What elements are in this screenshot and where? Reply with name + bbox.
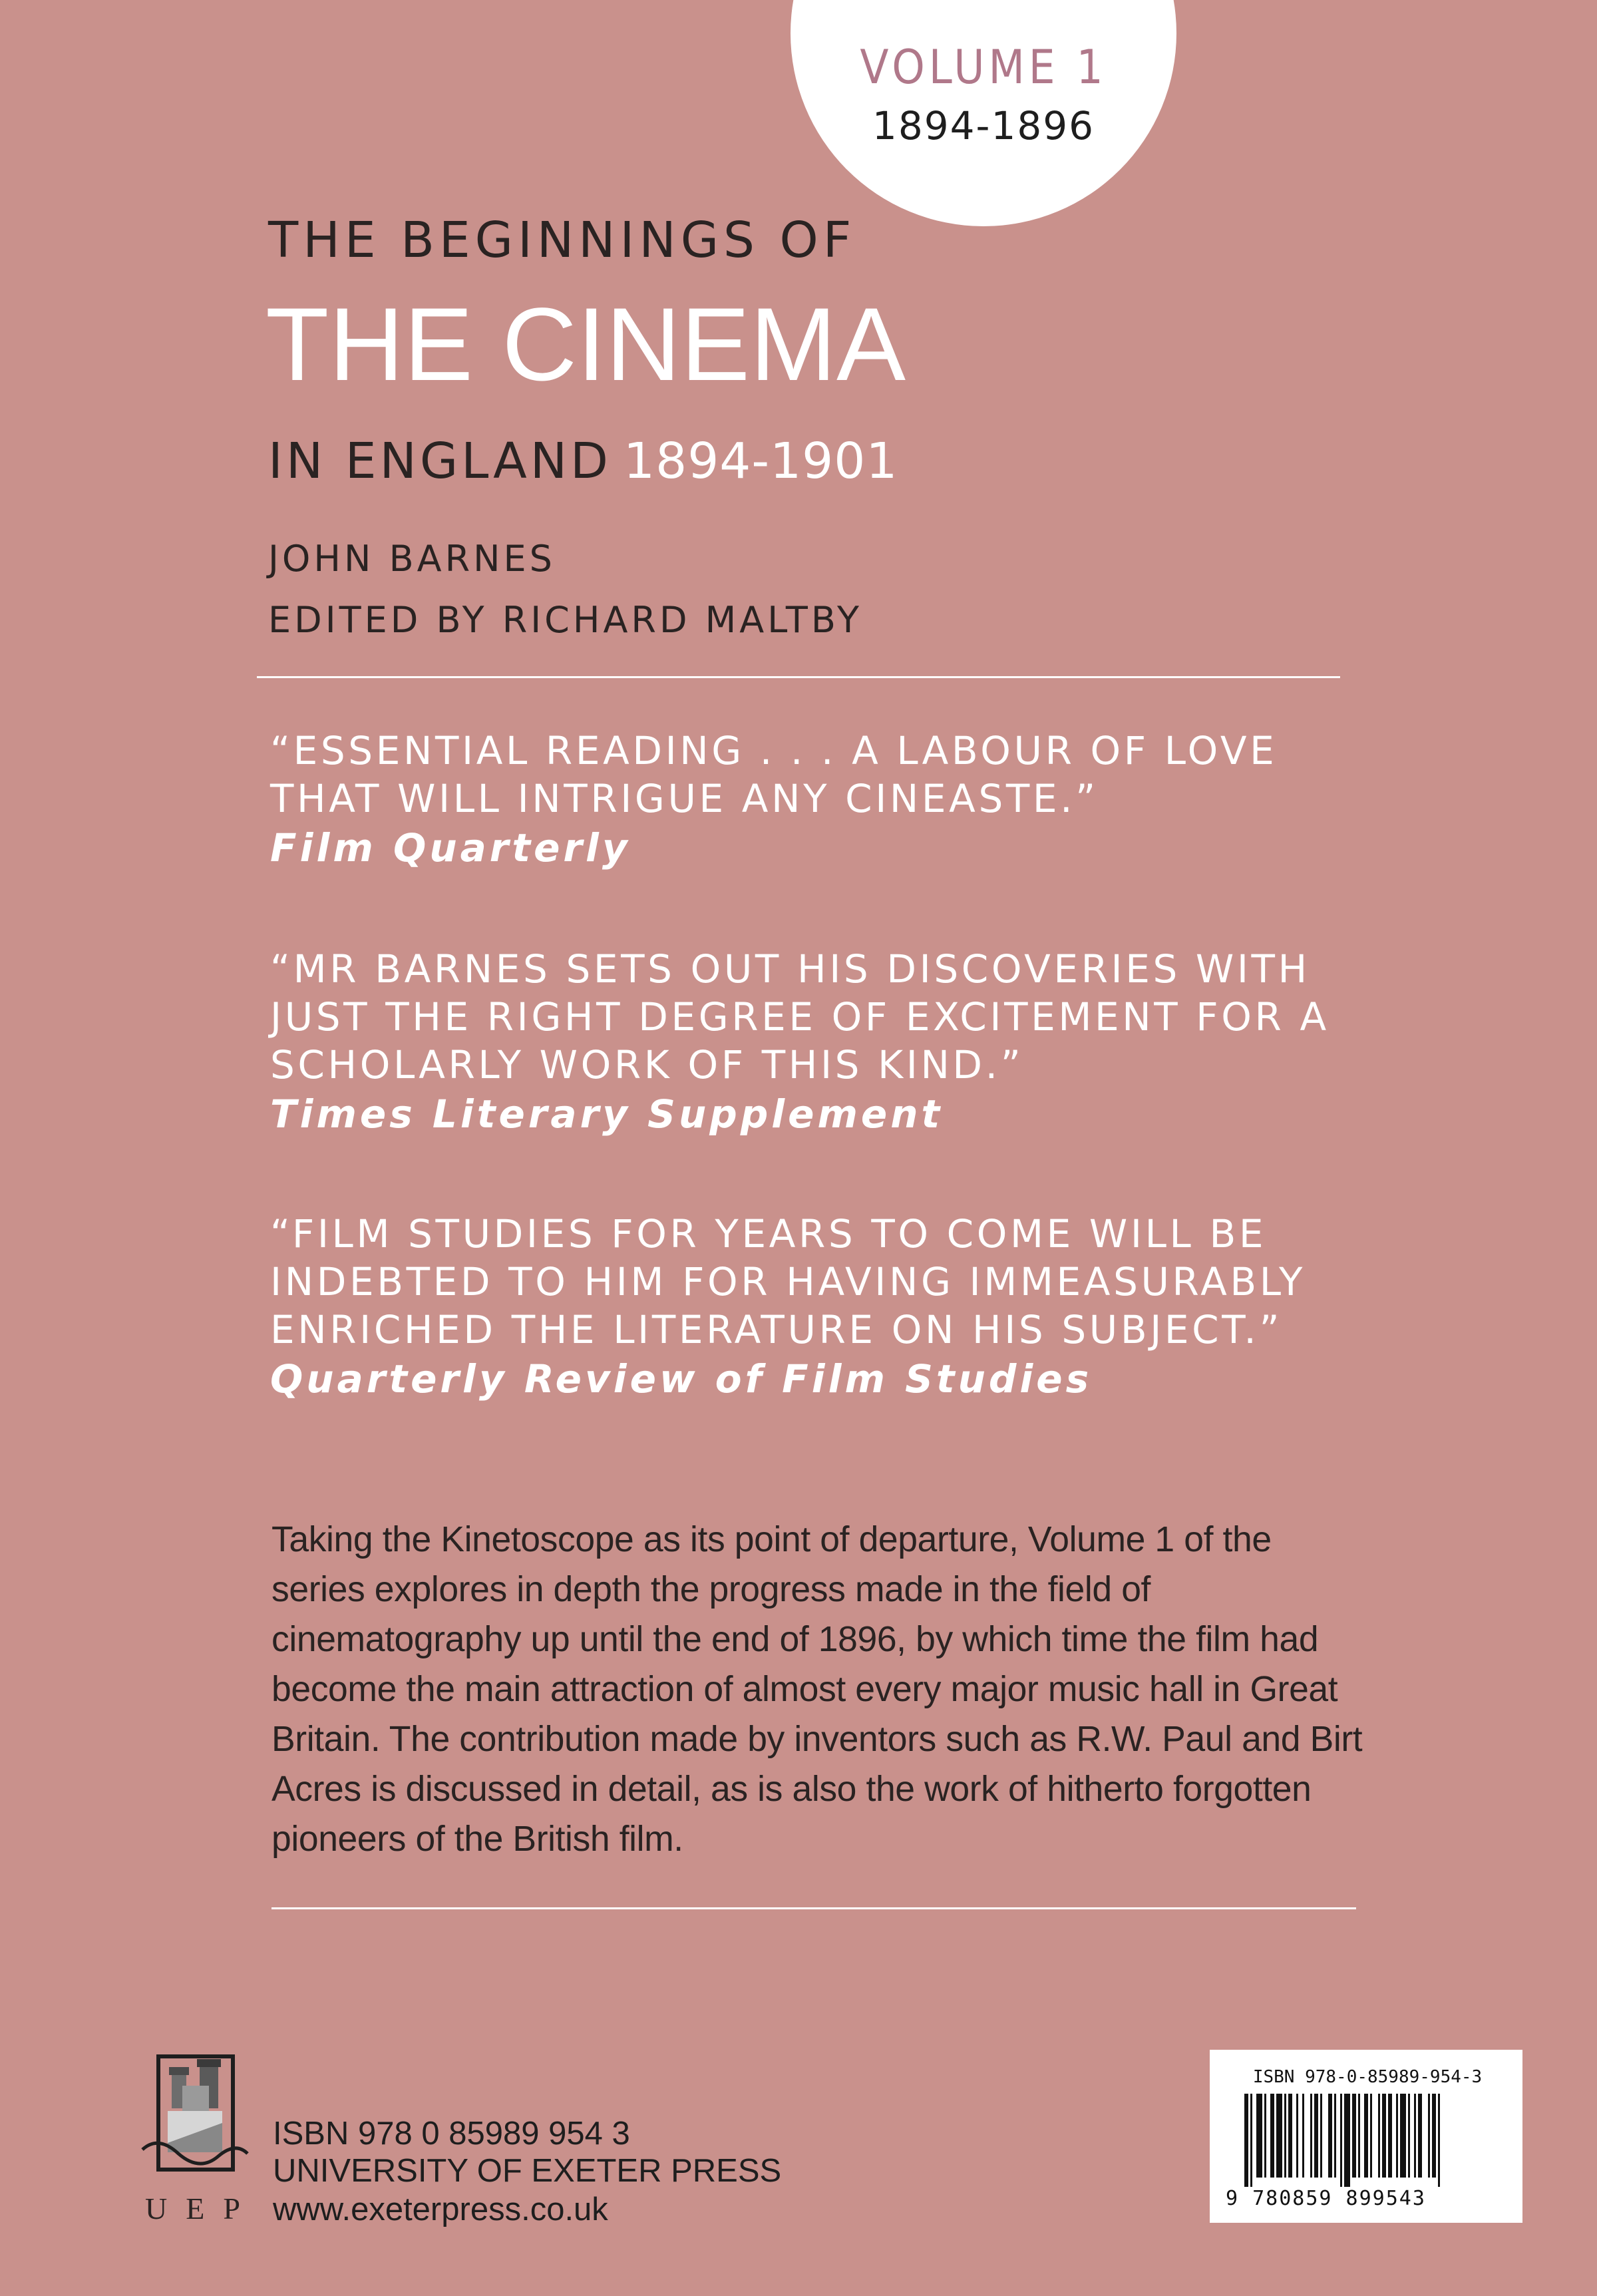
barcode-bar: [1414, 2094, 1416, 2178]
barcode-isbn: ISBN 978-0-85989-954-3: [1252, 2067, 1483, 2087]
quote-text: “ESSENTIAL READING . . . A LABOUR OF LOVE THAT WILL INTRIGUE ANY CINEASTE.”: [270, 728, 1278, 821]
volume-label: VOLUME 1: [860, 40, 1107, 95]
barcode-bar: [1250, 2094, 1252, 2187]
barcode-bar: [1276, 2094, 1282, 2178]
barcode-bar: [1408, 2094, 1410, 2178]
barcode-bar: [1388, 2094, 1392, 2178]
barcode-bar: [1244, 2094, 1248, 2187]
castle-logo-icon: [138, 2050, 252, 2183]
title-suffix-text: IN ENGLAND: [268, 433, 612, 490]
quote-source: Quarterly Review of Film Studies: [270, 1356, 1093, 1402]
publisher-isbn: ISBN 978 0 85989 954 3: [273, 2116, 630, 2152]
barcode-bar: [1256, 2094, 1262, 2178]
barcode-bar: [1438, 2094, 1440, 2187]
barcode-bar: [1288, 2094, 1292, 2178]
barcode-bar: [1370, 2094, 1372, 2178]
volume-years: 1894-1896: [872, 103, 1095, 148]
barcode-bar: [1334, 2094, 1336, 2178]
editor: EDITED BY RICHARD MALTBY: [268, 599, 862, 641]
book-title: THE CINEMA: [266, 287, 906, 403]
review-quote: [270, 945, 1401, 1138]
review-quote: [270, 727, 1401, 872]
barcode-bar: [1378, 2094, 1380, 2178]
barcode-bar: [1352, 2094, 1356, 2178]
barcode-bars: [1242, 2094, 1508, 2187]
barcode-bar: [1428, 2094, 1430, 2178]
barcode-bar: [1432, 2094, 1436, 2178]
quote-text: “FILM STUDIES FOR YEARS TO COME WILL BE INDEBTED TO HIM FOR HAVING IMMEASURABLY ENRICHED THE LITERATURE ON HIS SUBJECT.”: [270, 1211, 1306, 1352]
barcode-bar: [1340, 2094, 1342, 2187]
barcode-bar: [1320, 2094, 1322, 2178]
barcode-icon: [1242, 2094, 1508, 2190]
title-prefix: THE BEGINNINGS OF: [268, 212, 856, 269]
barcode-bar: [1400, 2094, 1406, 2178]
barcode-bar: [1328, 2094, 1332, 2178]
divider-top: [257, 676, 1340, 678]
barcode-bar: [1310, 2094, 1312, 2178]
author: JOHN BARNES: [268, 538, 556, 580]
title-suffix: [268, 433, 898, 490]
publisher-website[interactable]: www.exeterpress.co.uk: [273, 2192, 608, 2227]
barcode-bar: [1344, 2094, 1350, 2187]
barcode-bar: [1418, 2094, 1422, 2178]
book-blurb: Taking the Kinetoscope as its point of departure, Volume 1 of the series explores in depth the progress made in the field of cinematography up until the end of 1896, by which time the film had become the main attraction of almost every major music hall in Great Britain. The contribution made by inventors such as R.W. Paul and Birt Acres is discussed in detail, as is also the work of hitherto forgotten pioneers of the British film.: [271, 1520, 1363, 1859]
barcode-bar: [1296, 2094, 1298, 2178]
barcode-bar: [1396, 2094, 1398, 2178]
barcode-bar: [1284, 2094, 1286, 2178]
quote-source: Film Quarterly: [270, 825, 631, 870]
barcode-bar: [1302, 2094, 1304, 2178]
barcode-digits: 9 780859 899543: [1226, 2187, 1426, 2210]
barcode-bar: [1270, 2094, 1274, 2178]
quote-source: Times Literary Supplement: [270, 1091, 944, 1137]
quote-text: “MR BARNES SETS OUT HIS DISCOVERIES WITH JUST THE RIGHT DEGREE OF EXCITEMENT FOR A SCHOLARLY WORK OF THIS KIND.”: [270, 946, 1330, 1087]
barcode-bar: [1382, 2094, 1386, 2178]
uep-letters: UEP: [145, 2192, 259, 2225]
title-years: 1894-1901: [623, 433, 898, 490]
divider-bottom: [271, 1907, 1356, 1909]
review-quote: [270, 1210, 1401, 1403]
uep-logo: [138, 2050, 252, 2183]
barcode-bar: [1358, 2094, 1360, 2178]
publisher-name: UNIVERSITY OF EXETER PRESS: [273, 2153, 782, 2189]
barcode-bar: [1264, 2094, 1266, 2178]
barcode-bar: [1364, 2094, 1368, 2178]
barcode-bar: [1314, 2094, 1318, 2178]
